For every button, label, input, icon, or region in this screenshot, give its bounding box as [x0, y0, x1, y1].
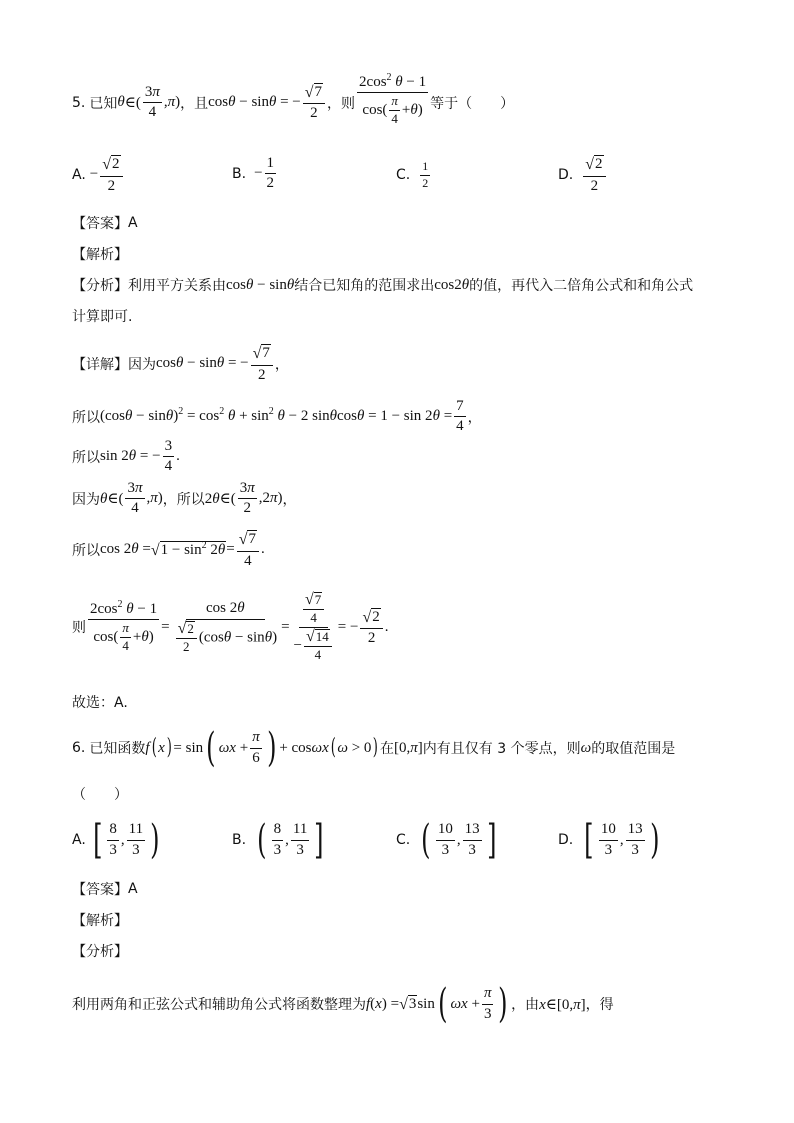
q6-stem: 6. 已知函数 f ( x ) = sin ( ωx + $\frac{\pi}{6}$ ) + cosωx ( ω > 0 ) 在 [0,π] 内有且仅有 3 个零点，则 ω 的取值范围是 — [72, 725, 676, 771]
q5-number: 5. — [72, 94, 86, 111]
q5-detail-line1: 【详解】 因为 cosθ − sinθ = − √ 7 2 ， — [72, 345, 289, 383]
q5-analysis-tag: 【解析】 — [72, 247, 128, 263]
q5-detail-line6: 则 $2\cos^2$ θ − 1 cos( $\frac{\pi}{4}$ +θ) = cos 2θ √ 2 2 (cosθ − sinθ) = √ 7 4 − √ 14 4 = − √ 2 2 . — [72, 591, 389, 662]
q6-answer: 【答案】 A — [72, 881, 138, 898]
q5-fenxi-line2: 计算即可. — [72, 309, 133, 325]
q6-analysis-tag: 【解析】 — [72, 913, 128, 929]
q5-detail-line4: 因为 θ∈( $\frac{3\pi}{4}$ ,π) ，所以 2θ∈( $\frac{3\pi}{2}$ ,2π) ， — [72, 480, 297, 517]
q5-detail-line5: 所以 cos 2θ = √ $1 - \sin^2 2\theta$ = √ 7 4 . — [72, 531, 265, 569]
q6-option-d[interactable]: D. [ $\frac{10}{3}$ , $\frac{13}{3}$ ) — [558, 817, 660, 863]
q5-option-a[interactable]: A. − √ 2 2 — [72, 155, 125, 195]
q5-answer: 【答案】 A — [72, 215, 138, 232]
q5-choose: 故选：A. — [72, 695, 128, 711]
q5-option-d[interactable]: D. √ 2 2 — [558, 155, 608, 195]
q6-option-c[interactable]: C. ( $\frac{10}{3}$ , $\frac{13}{3}$ ] — [396, 817, 497, 863]
q6-paren: （ ） — [72, 787, 128, 803]
q6-option-b[interactable]: B. ( $\frac{8}{3}$ , $\frac{11}{3}$ ] — [232, 817, 324, 863]
q5-detail-line2: 所以 $(\cos\theta - \sin\theta)^2 = \cos^2 \theta + \sin^2 \theta - 2$ sinθcosθ = 1 − sin 2θ = $\frac{7}{4}$ ， — [72, 398, 482, 435]
q5-detail-line3: 所以 sin 2θ = − $\frac{3}{4}$ . — [72, 438, 180, 475]
q6-fenxi-tag: 【分析】 — [72, 944, 128, 960]
q6-option-a[interactable]: A. [ $\frac{8}{3}$ , $\frac{11}{3}$ ) — [72, 817, 160, 863]
q5-fenxi-line1: 【分析】 利用平方关系由 cosθ − sinθ 结合已知角的范围求出 cos2θ 的值，再代入二倍角公式和和角公式 — [72, 276, 694, 294]
q5-option-b[interactable]: B. − $\frac{1}{2}$ — [232, 155, 275, 192]
q5-stem: 5. 已知 θ ∈( $\frac{3\pi}{4}$ ,π) ，且 cosθ − sinθ = − √ 7 2 ，则 $2\cos^2$ θ − 1 cos( $\frac{\pi}{4}$ +θ) 等于（ ） — [72, 72, 515, 127]
q5-option-c[interactable]: C. $\frac{1}{2}$ — [396, 159, 429, 190]
q6-fenxi-line1: 利用两角和正弦公式和辅助角公式将函数整理为 f(x) = √ 3 sin ( ωx + $\frac{\pi}{3}$ ) ，由 x∈[0,π] ，得 — [72, 981, 614, 1027]
